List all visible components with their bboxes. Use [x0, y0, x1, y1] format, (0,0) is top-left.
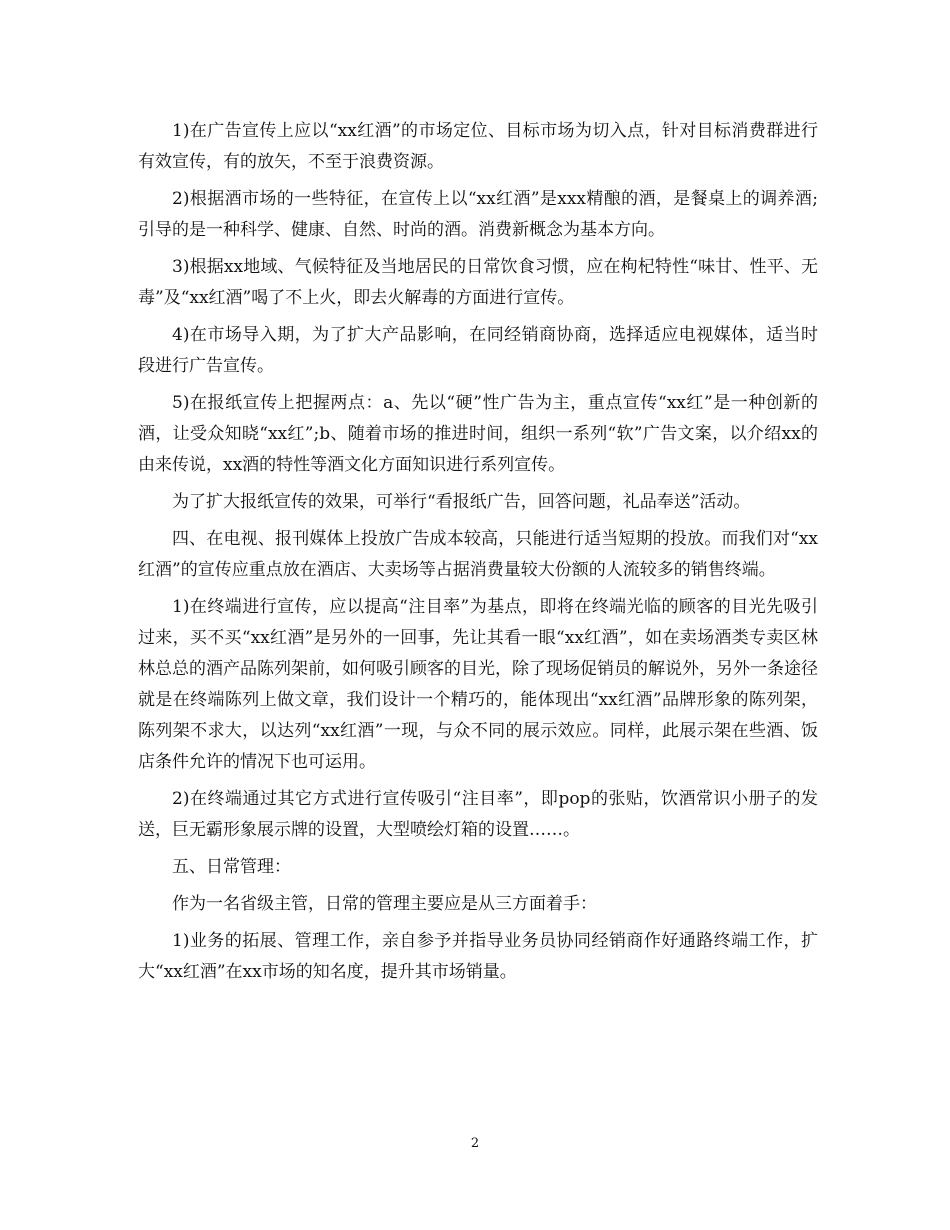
paragraph: 作为一名省级主管，日常的管理主要应是从三方面着手：: [172, 894, 597, 914]
section-heading: 五、日常管理：: [172, 857, 291, 877]
paragraph: 2)根据酒市场的一些特征，在宣传上以“xx红酒”是xxx精酿的酒，是餐桌上的调养酒;引导的是一种科学、健康、自然、时尚的酒。消费新概念为基本方向。: [138, 189, 818, 240]
paragraph: 5)在报纸宣传上把握两点：a、先以“硬”性广告为主，重点宣传“xx红”是一种创新的酒，让受众知晓“xx红”;b、随着市场的推进时间，组织一系列“软”广告文案，以介绍xx的由来传说，xx酒的特性等酒文化方面知识进行系列宣传。: [138, 393, 818, 475]
paragraph: 3)根据xx地域、气候特征及当地居民的日常饮食习惯，应在枸杞特性“味甘、性平、无毒”及“xx红酒”喝了不上火，即去火解毒的方面进行宣传。: [138, 257, 818, 308]
paragraph: 为了扩大报纸宣传的效果，可举行“看报纸广告，回答问题，礼品奉送”活动。: [172, 492, 751, 512]
paragraph: 1)业务的拓展、管理工作，亲自参予并指导业务员协同经销商作好通路终端工作，扩大“xx红酒”在xx市场的知名度，提升其市场销量。: [138, 931, 818, 982]
paragraph: 1)在广告宣传上应以“xx红酒”的市场定位、目标市场为切入点，针对目标消费群进行有效宣传，有的放矢，不至于浪费资源。: [138, 121, 818, 172]
paragraph: 2)在终端通过其它方式进行宣传吸引“注目率”，即pop的张贴，饮酒常识小册子的发送，巨无霸形象展示牌的设置，大型喷绘灯箱的设置……。: [138, 789, 818, 840]
paragraph: 四、在电视、报刊媒体上投放广告成本较高，只能进行适当短期的投放。而我们对“xx红酒”的宣传应重点放在酒店、大卖场等占据消费量较大份额的人流较多的销售终端。: [138, 529, 818, 580]
paragraph: 1)在终端进行宣传，应以提高“注目率”为基点，即将在终端光临的顾客的目光先吸引过来，买不买“xx红酒”是另外的一回事，先让其看一眼“xx红酒”，如在卖场酒类专卖区林林总总的酒产品陈列架前，如何吸引顾客的目光，除了现场促销员的解说外，另外一条途径就是在终端陈列上做文章，我们设计一个精巧的，能体现出“xx红酒”品牌形象的陈列架，陈列架不求大，以达列“xx红酒”一现，与众不同的展示效应。同样，此展示架在些酒、饭店条件允许的情况下也可运用。: [138, 597, 818, 772]
page-number: 2: [470, 1136, 480, 1151]
document-body: [138, 116, 818, 988]
paragraph: 4)在市场导入期，为了扩大产品影响，在同经销商协商，选择适应电视媒体，适当时段进行广告宣传。: [138, 325, 818, 376]
